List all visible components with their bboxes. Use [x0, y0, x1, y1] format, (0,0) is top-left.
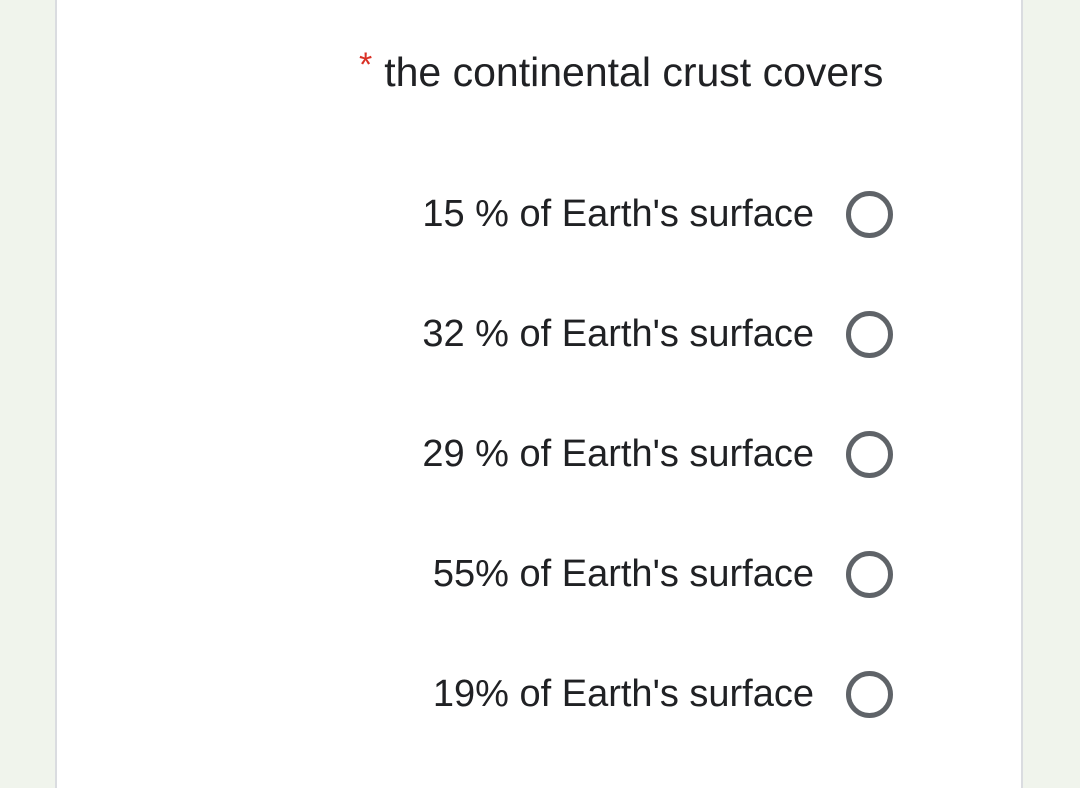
- option-label: 55% of Earth's surface: [432, 553, 814, 595]
- radio-button-unchecked-icon[interactable]: [846, 191, 893, 238]
- option-label: 32 % of Earth's surface: [422, 313, 814, 355]
- radio-button-unchecked-icon[interactable]: [846, 311, 893, 358]
- question-card: [55, 0, 1023, 788]
- answer-options: [293, 184, 893, 784]
- option-label: 15 % of Earth's surface: [422, 193, 814, 235]
- option-15-percent[interactable]: [293, 184, 893, 244]
- option-29-percent[interactable]: [293, 424, 893, 484]
- radio-button-unchecked-icon[interactable]: [846, 551, 893, 598]
- radio-button-unchecked-icon[interactable]: [846, 671, 893, 718]
- option-label: 19% of Earth's surface: [432, 673, 814, 715]
- question-title: [359, 46, 883, 101]
- question-text: the continental crust covers: [384, 49, 884, 95]
- option-55-percent[interactable]: [293, 544, 893, 604]
- option-label: 29 % of Earth's surface: [422, 433, 814, 475]
- radio-button-unchecked-icon[interactable]: [846, 431, 893, 478]
- required-marker: *: [359, 46, 373, 84]
- option-32-percent[interactable]: [293, 304, 893, 364]
- option-19-percent[interactable]: [293, 664, 893, 724]
